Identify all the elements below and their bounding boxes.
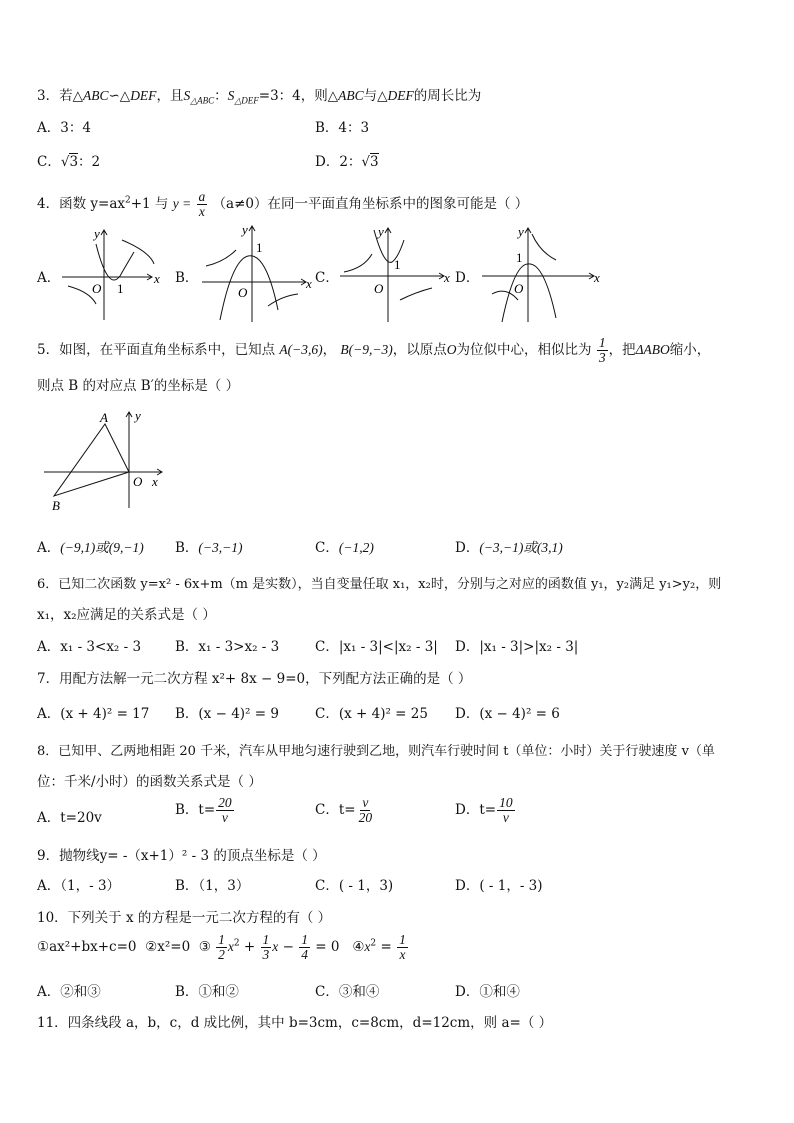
q5-stem: 5．如图，在平面直角坐标系中，已知点 A(−3,6)， B(−9,−3)，以原点O为位似中心，相似比为 $\frac{1}{3}$ ，把ΔABO缩小，: [37, 335, 711, 366]
q6-stem: 6．已知二次函数 y=x² - 6x+m（m 是实数），当自变量任取 x₁，x₂时，分别与之对应的函数值 y₁，y₂满足 y₁>y₂，则: [37, 577, 722, 592]
q7-option-c: C．(x + 4)² = 25: [315, 706, 428, 722]
q4-d-x: x: [594, 270, 600, 285]
q4-label-d: D．: [455, 270, 480, 286]
q3-stem: 3．若△ABC∽△DEF，且$S_{\triangle ABC}$：$S_{\triangle DEF}=3$：4，则△ABC与△DEF的周长比为: [37, 88, 482, 106]
q5-figure: [40, 408, 240, 518]
q4-stem: 4．函数 $y=ax^2+1$ 与 y = $\frac{a}{x}$ （a≠0）在同一平面直角坐标系中的图象可能是（ ）: [37, 189, 529, 220]
q8-option-d: D．t= $\frac{10}{v}$: [455, 795, 513, 826]
q6-option-a: A．x₁ - 3<x₂ - 3: [37, 639, 142, 655]
q4-c-x: x: [444, 270, 450, 285]
q4-c-o: O: [374, 281, 384, 296]
q5-stem-line2: 则点 B 的对应点 B′的坐标是（ ）: [37, 378, 240, 394]
q4-c-y: y: [378, 224, 384, 239]
q4-label-c: C．: [315, 270, 339, 286]
q10-option-c: C．③和④: [315, 984, 380, 1000]
q6-stem-line2: x₁，x₂应满足的关系式是（ ）: [37, 607, 216, 623]
q6-option-b: B．x₁ - 3>x₂ - 3: [175, 639, 280, 655]
q9-option-c: C．( - 1，3): [315, 878, 394, 894]
q10-option-a: A．②和③: [37, 984, 101, 1000]
sqrt-symbol: √: [60, 154, 70, 170]
q5-fig-a: A: [100, 410, 108, 425]
q3-option-b: B．4：3: [315, 120, 370, 136]
q6-option-d: D．|x₁ - 3|>|x₂ - 3|: [455, 639, 579, 655]
q10-stem: 10．下列关于 x 的方程是一元二次方程的有（ ）: [37, 910, 332, 926]
q8-option-a: A．t=20v: [37, 810, 102, 826]
q10-option-d: D．①和④: [455, 984, 520, 1000]
q4-b-y: y: [242, 222, 248, 237]
q7-option-d: D．(x − 4)² = 6: [455, 706, 560, 722]
q5-option-b: B．(−3,−1): [175, 540, 243, 556]
q4-a-one: 1: [117, 281, 124, 296]
q5-fig-x: x: [152, 474, 158, 489]
q4-label-b: B．: [175, 270, 199, 286]
q11-stem: 11．四条线段 a，b，c，d 成比例，其中 b=3cm，c=8cm，d=12cm，则 a=（ ）: [37, 1015, 553, 1031]
q5-fig-o: O: [133, 474, 143, 489]
q4-graphs: [0, 222, 794, 332]
q5-option-c: C．(−1,2): [315, 540, 374, 556]
q4-c-one: 1: [394, 257, 401, 272]
q4-a-y: y: [94, 226, 100, 241]
q9-option-a: A．（1，- 3）: [37, 878, 121, 894]
q7-option-a: A．(x + 4)² = 17: [37, 706, 150, 722]
q4-a-o: O: [92, 281, 102, 296]
q3-option-c: C．√3：2: [37, 154, 101, 170]
q8-option-b: B．t= $\frac{20}{v}$: [175, 795, 232, 826]
q6-option-c: C．|x₁ - 3|<|x₂ - 3|: [315, 639, 438, 655]
q5-option-d: D．(−3,−1)或(3,1): [455, 540, 563, 556]
q9-stem: 9．抛物线y= -（x+1）² - 3 的顶点坐标是（ ）: [37, 848, 326, 864]
q7-option-b: B．(x − 4)² = 9: [175, 706, 279, 722]
q4-d-y: y: [518, 224, 524, 239]
q4-a-x: x: [154, 271, 160, 286]
q8-option-c: C．t= $\frac{v}{20}$: [315, 795, 373, 826]
q5-ratio-fraction: $\frac{1}{3}$: [598, 335, 606, 366]
q7-stem: 7．用配方法解一元二次方程 x²+ 8x − 9=0，下列配方法正确的是（ ）: [37, 671, 472, 687]
q5-fig-y: y: [135, 408, 141, 423]
q4-graph-c: [340, 228, 444, 322]
q5-fig-b: B: [52, 498, 60, 513]
q3-option-d: D．2：√3: [315, 154, 379, 170]
q3-option-a: A．3：4: [37, 120, 91, 136]
q9-option-b: B．（1，3）: [175, 878, 250, 894]
q10-option-b: B．①和②: [175, 984, 239, 1000]
q4-graph-a: [62, 230, 154, 320]
q4-d-o: O: [514, 281, 524, 296]
q4-graph-b: [202, 226, 306, 322]
q4-fraction: $\frac{a}{x}$: [198, 189, 206, 220]
q4-d-one: 1: [516, 250, 523, 265]
sqrt-symbol: √: [361, 154, 371, 170]
q4-label-a: A．: [37, 270, 61, 286]
q8-stem-line2: 位：千米/小时）的函数关系式是（ ）: [37, 774, 262, 790]
q4-b-x: x: [306, 276, 312, 291]
q4-b-o: O: [238, 285, 248, 300]
q4-graph-d: [482, 228, 594, 322]
q5-option-a: A．(−9,1)或(9,−1): [37, 540, 144, 556]
q8-stem: 8．已知甲、乙两地相距 20 千米，汽车从甲地匀速行驶到乙地，则汽车行驶时间 t（单位：小时）关于行驶速度 v（单: [37, 744, 715, 759]
q4-b-one: 1: [256, 240, 263, 255]
q9-option-d: D．( - 1，- 3): [455, 878, 543, 894]
q10-items: ①ax²+bx+c=0 ②x²=0 ③ $\frac{1}{2}$ $x^2$ + $\frac{1}{3}$ x − $\frac{1}{4}$ = 0 $④x^2$ = $\frac{1}{x}$: [37, 932, 406, 963]
